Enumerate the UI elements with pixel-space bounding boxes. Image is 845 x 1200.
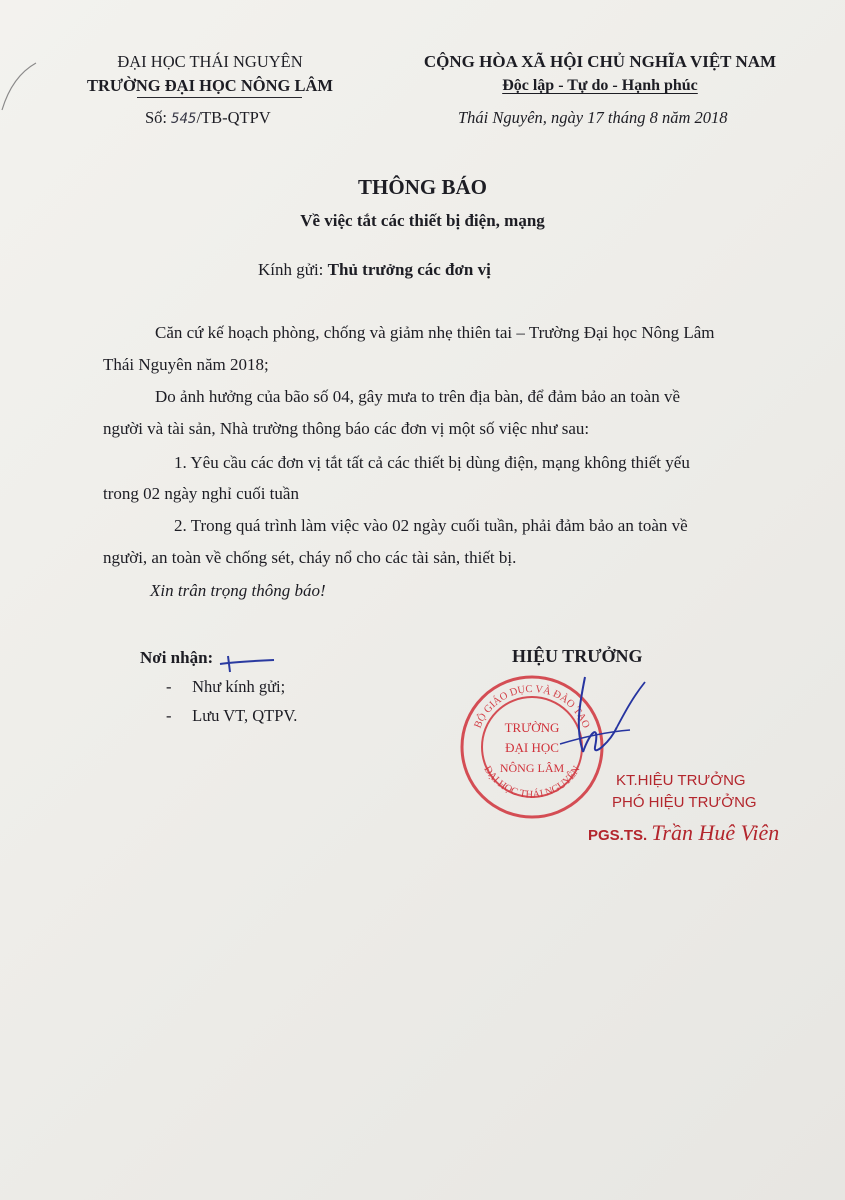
stamp-line2: ĐẠI HỌC xyxy=(505,740,559,755)
body-p2-line1: Do ảnh hưởng của bão số 04, gây mưa to trên địa bàn, để đảm bảo an toàn về xyxy=(155,387,680,406)
recipients-pen-mark xyxy=(218,652,278,676)
doc-number xyxy=(145,108,271,128)
recipient-item: - Lưu VT, QTPV. xyxy=(166,706,298,725)
doc-number-prefix: Số: xyxy=(145,108,168,127)
signer-name: Trần Huê Viên xyxy=(651,820,780,845)
handwritten-signature xyxy=(555,672,650,767)
recipient-item-text: Lưu VT, QTPV. xyxy=(192,706,298,725)
org-name xyxy=(40,74,380,98)
org-name-text: TRƯỜNG ĐẠI HỌC NÔNG LÂM xyxy=(87,76,333,95)
signature-title: HIỆU TRƯỞNG xyxy=(512,646,643,666)
recipient-prefix: Kính gửi: xyxy=(258,260,324,279)
closing-text: Xin trân trọng thông báo! xyxy=(150,581,326,600)
body-item2-line1: 2. Trong quá trình làm việc vào 02 ngày cuối tuần, phải đảm bảo an toàn về xyxy=(174,516,688,535)
stamp-line1: TRƯỜNG xyxy=(504,720,560,735)
recipients-heading: Nơi nhận: xyxy=(140,648,214,667)
org-name-underline xyxy=(137,97,302,98)
org-parent: ĐẠI HỌC THÁI NGUYÊN xyxy=(117,52,303,71)
header-right xyxy=(380,50,820,98)
body-item2-line2: người, an toàn về chống sét, cháy nổ cho các tài sản, thiết bị. xyxy=(103,548,517,567)
body-item1-line2: trong 02 ngày nghỉ cuối tuần xyxy=(103,484,299,503)
body-p2-line2: người và tài sản, Nhà trường thông báo các đơn vị một số việc như sau: xyxy=(103,419,590,438)
stamp-outer-bottom-text: ĐẠI HỌC THÁI NGUYÊN xyxy=(481,764,583,801)
place-date: Thái Nguyên, ngày 17 tháng 8 năm 2018 xyxy=(458,108,728,127)
body-p1-line2: Thái Nguyên năm 2018; xyxy=(103,355,269,374)
recipient-item-text: Như kính gửi; xyxy=(192,677,286,696)
document-subtitle: Về việc tắt các thiết bị điện, mạng xyxy=(300,211,545,230)
document-title: THÔNG BÁO xyxy=(358,175,487,199)
stamp-line3: NÔNG LÂM xyxy=(499,761,565,775)
recipient-line xyxy=(258,260,491,280)
doc-number-handwritten: 545 xyxy=(171,111,197,127)
header-left xyxy=(40,50,380,98)
recipient-item: - Như kính gửi; xyxy=(166,677,286,696)
body-item1-line1: 1. Yêu cầu các đơn vị tắt tất cả các thiết bị dùng điện, mạng không thiết yếu xyxy=(174,453,690,472)
signer-degree: PGS.TS. xyxy=(588,827,648,844)
margin-pencil-mark xyxy=(0,55,40,115)
signer-deputy-title: PHÓ HIỆU TRƯỞNG xyxy=(612,794,757,811)
national-motto xyxy=(380,74,820,98)
doc-number-suffix: /TB-QTPV xyxy=(196,108,271,127)
country-name: CỘNG HÒA XÃ HỘI CHỦ NGHĨA VIỆT NAM xyxy=(423,52,777,71)
body-p1-line1: Căn cứ kế hoạch phòng, chống và giảm nhẹ thiên tai – Trường Đại học Nông Lâm xyxy=(155,323,715,342)
stamp-outer-text: BỘ GIÁO DỤC VÀ ĐÀO TẠO xyxy=(472,683,592,730)
national-motto-text: Độc lập - Tự do - Hạnh phúc xyxy=(502,77,698,94)
recipient-name: Thủ trưởng các đơn vị xyxy=(327,260,491,279)
signer-kt: KT.HIỆU TRƯỞNG xyxy=(616,772,746,789)
signer-name-line xyxy=(588,820,779,846)
